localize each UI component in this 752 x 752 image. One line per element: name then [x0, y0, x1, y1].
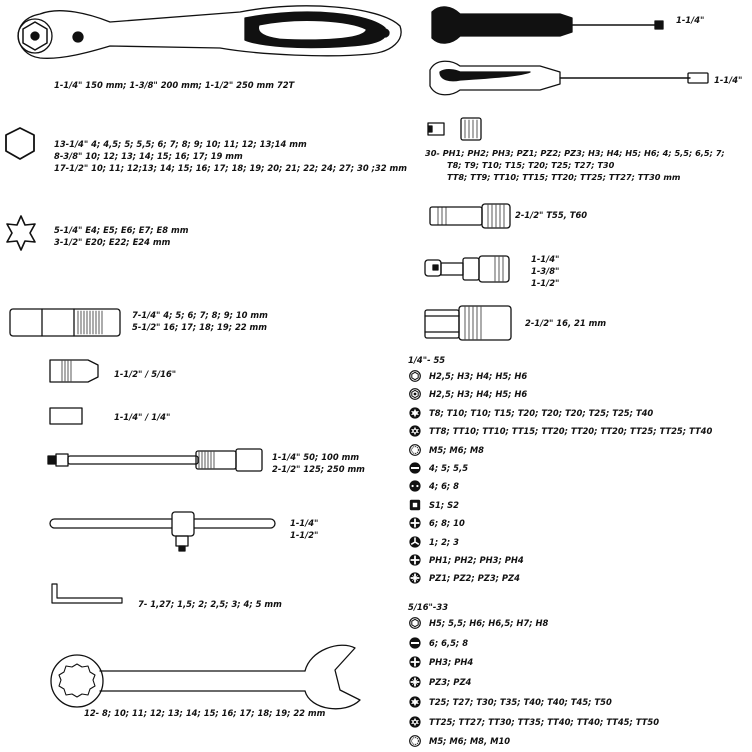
extensions-label-1: 1-1/4" 50; 100 mm [272, 452, 360, 462]
hex-keys-label: 7- 1,27; 1,5; 2; 2,5; 3; 4; 5 mm [138, 599, 282, 609]
torx-bit-socket-drawing [430, 204, 510, 228]
bit-holder-drawing [50, 408, 82, 424]
screwdriver-drawing [430, 61, 708, 95]
spanner-bit-icon [409, 480, 421, 492]
spline-icon [409, 735, 421, 747]
bit-sockets-label-3: TT8; TT9; TT10; TT15; TT20; TT25; TT27; TT30 mm [447, 172, 681, 182]
tri-wing-icon [409, 536, 421, 548]
hex-sockets-label-2: 8-3/8" 10; 12; 13; 14; 15; 16; 17; 19 mm [54, 151, 243, 161]
tamper-torx-icon [409, 425, 421, 437]
spinner-label: 1-1/4" [676, 15, 705, 25]
bit-sizes-label: S1; S2 [429, 499, 459, 510]
slotted-icon [409, 637, 421, 649]
tamper-torx-icon [409, 716, 421, 728]
deep-socket-drawing [10, 309, 120, 336]
bit-sizes-label: H5; 5,5; H6; H6,5; H7; H8 [429, 618, 549, 628]
ratchet-drawing [18, 6, 401, 58]
torx-sockets-label-2: 3-1/2" E20; E22; E24 mm [54, 237, 171, 247]
phillips-icon [409, 656, 421, 668]
universal-joint-label-3: 1-1/2" [531, 278, 560, 288]
torx-sockets-label-1: 5-1/4" E4; E5; E6; E7; E8 mm [54, 225, 189, 235]
bit-sizes-label: 6; 6,5; 8 [429, 637, 469, 648]
square-bit-icon [409, 499, 421, 511]
hex-key-drawing [52, 584, 122, 603]
adapter-label: 1-1/2" / 5/16" [114, 369, 177, 379]
bit-sizes-label: 4; 5; 5,5 [429, 463, 469, 473]
hex-circle-icon [409, 370, 421, 382]
bit-sizes-label: M5; M6; M8 [429, 444, 485, 455]
extensions-label-2: 2-1/2" 125; 250 mm [272, 464, 365, 474]
pozidriv-icon [409, 572, 421, 584]
bits-5-16-title: 5/16"-33 [408, 602, 449, 612]
hex-socket-icon [6, 128, 34, 159]
phillips-icon [409, 517, 421, 529]
bit-socket-drawing [428, 118, 481, 140]
extension-bar-drawing [48, 449, 262, 471]
hex-sockets-label-3: 17-1/2" 10; 11; 12;13; 14; 15; 16; 17; 18; 19; 20; 21; 22; 24; 27; 30 ;32 mm [54, 163, 407, 173]
t-handle-label-1: 1-1/4" [290, 518, 319, 528]
universal-joint-drawing [425, 256, 509, 282]
bit-sizes-label: H2,5; H3; H4; H5; H6 [429, 389, 528, 400]
universal-joint-label-1: 1-1/4" [531, 254, 560, 264]
torx-socket-icon [7, 216, 35, 250]
pozidriv-icon [409, 676, 421, 688]
bit-holder-label: 1-1/4" / 1/4" [114, 412, 171, 422]
bit-sockets-label-1: 30- PH1; PH2; PH3; PZ1; PZ2; PZ3; H3; H4; H5; H6; 4; 5,5; 6,5; 7; [425, 148, 725, 158]
hex-sockets-label-1: 13-1/4" 4; 4,5; 5; 5,5; 6; 7; 8; 9; 10; 11; 12; 13;14 mm [54, 139, 307, 149]
bit-sizes-label: TT25; TT27; TT30; TT35; TT40; TT40; TT45; TT50 [429, 716, 660, 727]
torx-star-icon [409, 696, 421, 708]
spark-plug-socket-drawing [425, 306, 511, 340]
bit-sockets-label-2: T8; T9; T10; T15; T20; T25; T27; T30 [447, 160, 615, 170]
torx-star-icon [409, 407, 421, 419]
spark-sockets-label: 2-1/2" 16, 21 mm [525, 318, 607, 328]
spline-icon [409, 444, 421, 456]
slotted-icon [409, 462, 421, 474]
bit-sizes-label: 1; 2; 3 [429, 536, 460, 547]
adapter-drawing [50, 360, 98, 382]
combination-wrench-drawing [51, 645, 360, 709]
deep-sockets-label-1: 7-1/4" 4; 5; 6; 7; 8; 9; 10 mm [132, 310, 268, 320]
phillips-icon [409, 554, 421, 566]
bit-sizes-label: M5; M6; M8, M10 [429, 736, 511, 747]
bit-sizes-label: TT8; TT10; TT10; TT15; TT20; TT20; TT20; TT25; TT25; TT40 [429, 426, 713, 437]
security-hex-icon [409, 388, 421, 400]
deep-sockets-label-2: 5-1/2" 16; 17; 18; 19; 22 mm [132, 322, 267, 332]
bit-sizes-label: PH3; PH4 [429, 657, 474, 668]
bit-sizes-label: T8; T10; T10; T15; T20; T20; T20; T25; T25; T40 [429, 407, 654, 418]
screwdriver-label: 1-1/4" [714, 75, 743, 85]
t-handle-drawing [50, 512, 275, 551]
wrenches-label: 12- 8; 10; 11; 12; 13; 14; 15; 16; 17; 18; 19; 22 mm [84, 708, 326, 718]
bit-sizes-label: H2,5; H3; H4; H5; H6 [429, 371, 528, 381]
bit-sizes-label: 4; 6; 8 [429, 481, 460, 492]
ratchet-label: 1-1/4" 150 mm; 1-3/8" 200 mm; 1-1/2" 250 mm 72T [54, 80, 295, 90]
bit-sizes-label: T25; T27; T30; T35; T40; T40; T45; T50 [429, 696, 612, 707]
bit-sizes-label: PZ1; PZ2; PZ3; PZ4 [429, 573, 520, 584]
hex-circle-icon [409, 617, 421, 629]
t-handle-label-2: 1-1/2" [290, 530, 319, 540]
bit-sizes-label: PZ3; PZ4 [429, 677, 472, 688]
universal-joint-label-2: 1-3/8" [531, 266, 560, 276]
bits-quarter-title: 1/4"- 55 [408, 355, 446, 365]
bit-sizes-label: 6; 8; 10 [429, 518, 465, 529]
bit-sizes-label: PH1; PH2; PH3; PH4 [429, 555, 524, 565]
bit-spinner-drawing [432, 7, 663, 43]
torx-bit-sockets-label: 2-1/2" T55, T60 [515, 210, 588, 220]
